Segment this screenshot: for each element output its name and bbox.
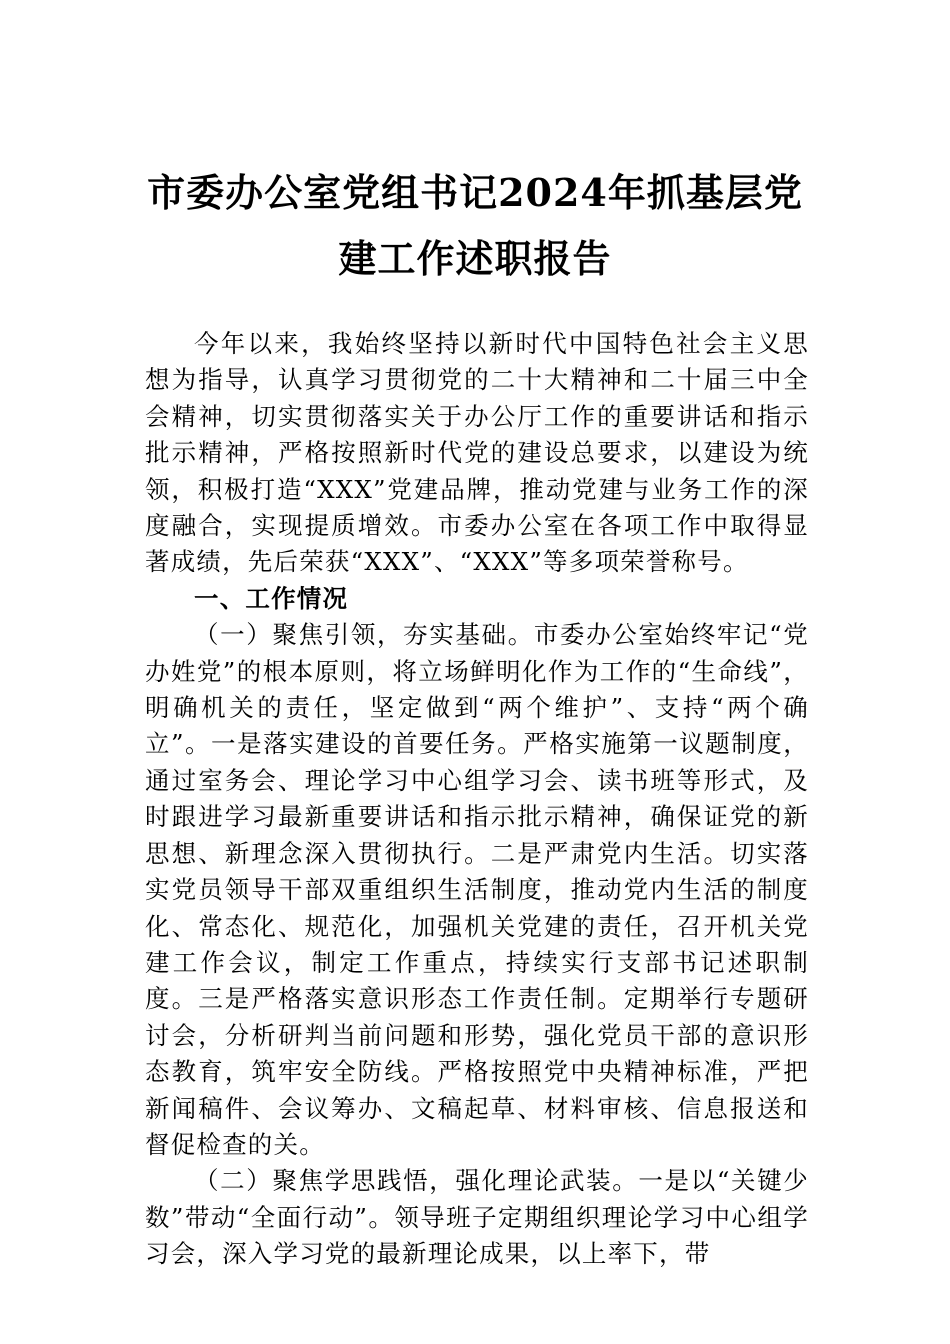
subsection-1-paragraph (145, 617, 809, 1163)
subsection-1-text: 市委办公室始终牢记“党办姓党”的根本原则，将立场鲜明化作为工作的“生命线”，明确机关的责任，坚定做到“两个维护”、支持“两个确立”。一是落实建设的首要任务。严格实施第一议题制度，通过室务会、理论学习中心组学习会、读书班等形式，及时跟进学习最新重要讲话和指示批示精神，确保证党的新思想、新理念深入贯彻执行。二是严肃党内生活。切实落实党员领导干部双重组织生活制度，推动党内生活的制度化、常态化、规范化，加强机关党建的责任，召开机关党建工作会议，制定工作重点，持续实行支部书记述职制度。三是严格落实意识形态工作责任制。定期举行专题研讨会，分析研判当前问题和形势，强化党员干部的意识形态教育，筑牢安全防线。严格按照党中央精神标准，严把新闻稿件、会议筹办、文稿起草、材料审核、信息报送和督促检查的关。 (145, 620, 809, 1159)
section-heading-work-status: 一、工作情况 (194, 583, 349, 613)
subsection-2-paragraph (145, 1163, 809, 1272)
subsection-1-heading: （一）聚焦引领，夯实基础。 (194, 620, 534, 650)
subsection-2-heading: （二）聚焦学思践悟，强化理论武装。 (194, 1166, 639, 1196)
document-title: 市委办公室党组书记2024年抓基层党建工作述职报告 (147, 170, 803, 281)
intro-paragraph: 今年以来，我始终坚持以新时代中国特色社会主义思想为指导，认真学习贯彻党的二十大精神和二十届三中全会精神，切实贯彻落实关于办公厅工作的重要讲话和指示批示精神，严格按照新时代党的建设总要求，以建设为统领，积极打造“XXX”党建品牌，推动党建与业务工作的深度融合，实现提质增效。市委办公室在各项工作中取得显著成绩，先后荣获“XXX”、“XXX”等多项荣誉称号。 (145, 329, 809, 577)
subsection-2-text: 一是以“关键少数”带动“全面行动”。领导班子定期组织理论学习中心组学习会，深入学习党的最新理论成果，以上率下，带 (145, 1166, 809, 1269)
document-body (145, 326, 809, 1273)
